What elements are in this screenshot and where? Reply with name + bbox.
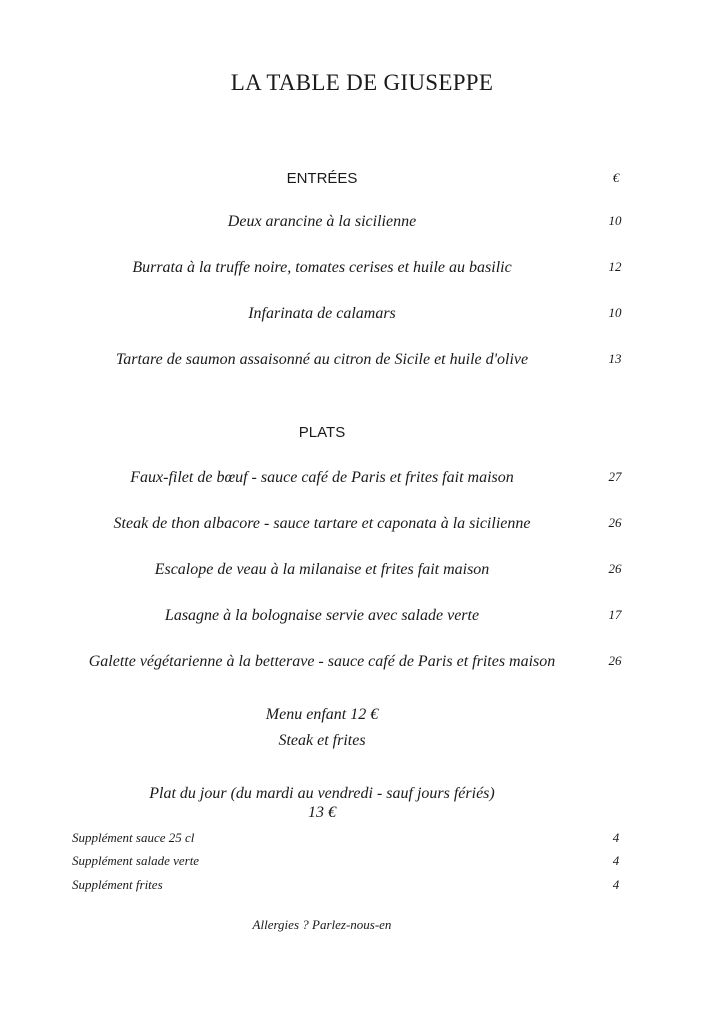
menu-item-price: 26 (608, 561, 622, 576)
supplement-item: Supplément sauce 25 cl (72, 830, 195, 845)
kids-menu-description: Steak et frites (278, 732, 366, 749)
menu-item: Burrata à la truffe noire, tomates cerises et huile au basilic (132, 259, 512, 276)
menu-item: Lasagne à la bolognaise servie avec salade verte (164, 607, 480, 624)
menu-item: Steak de thon albacore - sauce tartare et caponata à la sicilienne (113, 515, 531, 532)
kids-menu-title: Menu enfant 12 € (265, 706, 379, 723)
menu-item: Deux arancine à la sicilienne (227, 213, 417, 230)
menu-item-price: 12 (608, 259, 622, 274)
menu-item-price: 13 (608, 351, 622, 366)
menu-item: Infarinata de calamars (248, 305, 396, 322)
supplement-item: Supplément frites (72, 877, 163, 892)
menu-item-price: 26 (608, 515, 622, 530)
menu-item-price: 17 (608, 607, 622, 622)
currency-symbol: € (612, 170, 620, 185)
menu-item: Faux-filet de bœuf - sauce café de Paris et frites fait maison (130, 469, 514, 486)
section-heading-plats: PLATS (298, 424, 346, 441)
menu-item-price: 27 (608, 469, 622, 484)
supplement-price: 4 (612, 830, 620, 845)
menu-item: Tartare de saumon assaisonné au citron de Sicile et huile d'olive (115, 351, 529, 368)
menu-item-price: 10 (608, 213, 622, 228)
menu-item: Escalope de veau à la milanaise et frites fait maison (154, 561, 490, 578)
supplement-item: Supplément salade verte (72, 853, 200, 868)
menu-item-price: 10 (608, 305, 622, 320)
supplement-price: 4 (612, 877, 620, 892)
section-heading-entrees: ENTRÉES (286, 170, 358, 187)
menu-item-price: 26 (608, 653, 622, 668)
dish-of-the-day-price: 13 € (308, 804, 336, 821)
menu-item: Galette végétarienne à la betterave - sauce café de Paris et frites maison (88, 653, 556, 670)
supplement-price: 4 (612, 853, 620, 868)
allergies-note: Allergies ? Parlez-nous-en (252, 917, 392, 932)
restaurant-title: LA TABLE DE GIUSEPPE (230, 70, 494, 95)
dish-of-the-day-title: Plat du jour (du mardi au vendredi - sauf jours fériés) (149, 785, 495, 802)
